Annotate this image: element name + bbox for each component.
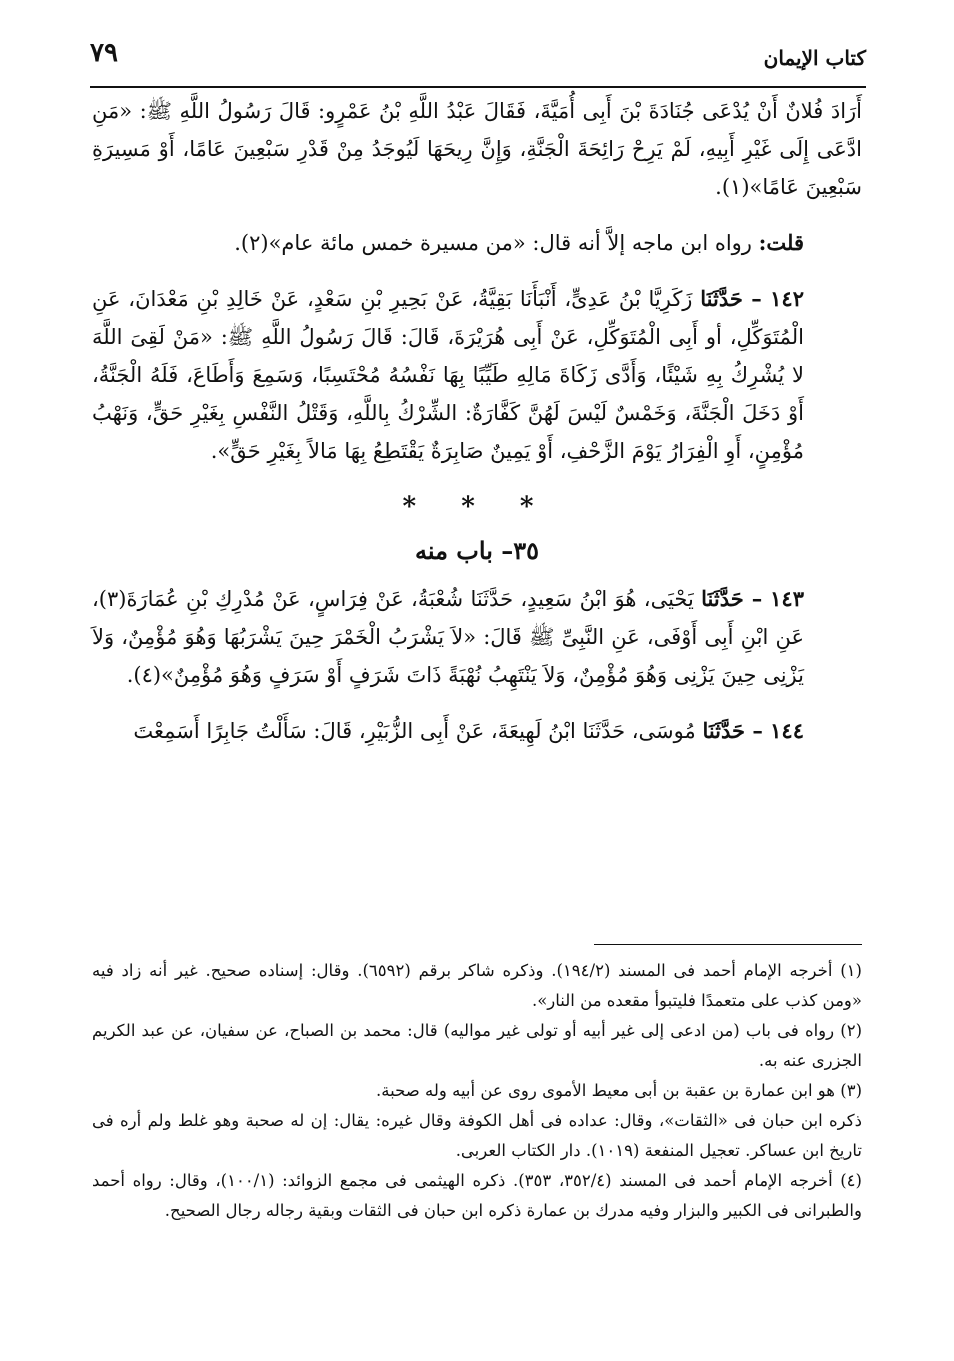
paragraph-continuation: أَرَادَ فُلانٌ أَنْ يُدْعَى جُنَادَةَ بْنَ أَبِى أُمَيَّةَ، فَقَالَ عَبْدُ اللَّهِ بْنُ عَمْرٍو: قَالَ رَسُولُ اللَّهِ ﷺ: «مَنِ ادَّعَى إِلَى غَيْرِ أَبِيهِ، لَمْ يَرِحْ رَائِحَةَ الْجَنَّةِ، وَإِنَّ رِيحَهَا لَيُوجَدُ مِنْ قَدْرِ سَبْعِينَ عَامًا، أَوْ مَسِيرَةِ سَبْعِينَ عَامًا»(١). (92, 99, 862, 199)
footnote-3: (٣) هو ابن عمارة بن عقبة بن أبى معيط الأموى روى عن أبيه وله صحبة. (376, 1081, 862, 1100)
footnotes (92, 956, 862, 1226)
hadith-text: يَحْيَى، هُوَ ابْنُ سَعِيدٍ، حَدَّثَنَا شُعْبَةُ، عَنْ فِرَاسٍ، عَنْ مُدْرِكِ بْنِ عُمَارَةَ(٣)، عَنِ ابْنِ أَبِى أَوْفَى، عَنِ النَّبِىِّ ﷺ قَالَ: «لاَ يَشْرَبُ الْخَمْرَ حِينَ يَشْرَبُهَا وَهُوَ مُؤْمِنٌ، وَلاَ يَزْنِى حِينَ يَزْنِى وَهُوَ مُؤْمِنٌ، وَلاَ يَنْتَهِبُ نُهْبَةً ذَاتَ شَرَفٍ أَوْ سَرَفٍ وَهُوَ مُؤْمِنٌ»(٤). (92, 587, 804, 687)
main-text (92, 92, 862, 768)
section-separator: * * * (402, 492, 552, 522)
hadith-142 (92, 280, 862, 470)
footnote-2: (٢) رواه فى باب (من ادعى إلى غير أبيه أو تولى غير مواليه) قال: محمد بن الصباح، عن سفيان، عن عبد الكريم الجزرى عنه به. (92, 1021, 862, 1070)
hadith-144 (92, 712, 862, 750)
hadith-number: ١٤٢ – حَدَّثَنَا (700, 286, 804, 311)
footnote-rule (594, 944, 862, 945)
hadith-number: ١٤٣ – حَدَّثَنَا (701, 586, 804, 611)
page-header (90, 36, 866, 82)
header-rule (90, 86, 866, 88)
commentary-paragraph (92, 224, 862, 262)
chapter-heading: ٣٥– باب منه (414, 536, 540, 565)
hadith-number: ١٤٤ – حَدَّثَنَا (702, 718, 804, 743)
running-title: كتاب الإيمان (763, 46, 866, 70)
footnote-1: (١) أخرجه الإمام أحمد فى المسند (١٩٤/٢). وذكره شاكر برقم (٦٥٩٢). وقال: إسناده صحيح. غير أنه زاد فيه «ومن كذب على متعمدًا فليتبوأ مقعده من النار». (92, 961, 862, 1010)
footnote-3-continuation: ذكره ابن حبان فى «الثقات»، وقال: عداده فى أهل الكوفة وقال غيره: يقال: إن له صحبة وهو غلط ولم أره فى تاريخ ابن عساكر. تعجيل المنفعة (١٠١٩). دار الكتاب العربى. (92, 1111, 862, 1160)
page-number: ٧٩ (90, 38, 118, 68)
commentary-text: رواه ابن ماجه إلاَّ أنه قال: «من مسيرة خمس مائة عام»(٢). (234, 231, 759, 255)
hadith-text: مُوسَى، حَدَّثَنَا ابْنُ لَهِيعَةَ، عَنْ أَبِى الزُّبَيْرِ، قَالَ: سَأَلْتُ جَابِرًا أَسَمِعْتَ (133, 719, 703, 743)
footnote-4: (٤) أخرجه الإمام أحمد فى المسند (٣٥٢/٤، ٣٥٣). ذكره الهيثمى فى مجمع الزوائد: (١٠٠/١)، وقال: رواه أحمد والطبرانى فى الكبير والبزار وفيه مدرك بن عمارة ذكره ابن حبان فى الثقات وبقية رجاله رجال الصحيح. (92, 1171, 862, 1220)
commentary-label: قلت: (758, 230, 804, 255)
hadith-text: زَكَرِيَّا بْنُ عَدِىٍّ، أَنْبَأَنَا بَقِيَّةُ، عَنْ بَحِيرِ بْنِ سَعْدٍ، عَنْ خَالِدِ بْنِ مَعْدَانَ، عَنِ الْمُتَوَكِّلِ، أو أَبِى الْمُتَوَكِّلِ، عَنْ أَبِى هُرَيْرَةَ، قَالَ: قَالَ رَسُولُ اللَّهِ ﷺ: «مَنْ لَقِىَ اللَّهَ لا يُشْرِكُ بِهِ شَيْئًا، وَأَدَّى زَكَاةَ مَالِهِ طَيِّبًا بِهَا نَفْسُهُ مُحْتَسِبًا، وَسَمِعَ وَأَطَاعَ، فَلَهُ الْجَنَّةُ، أَوْ دَخَلَ الْجَنَّةَ، وَخَمْسٌ لَيْسَ لَهُنَّ كَفَّارَةٌ: الشِّرْكُ بِاللَّهِ، وَقَتْلُ النَّفْسِ بِغَيْرِ حَقٍّ، وَنَهْبُ مُؤْمِنٍ، أَوِ الْفِرَارُ يَوْمَ الزَّحْفِ، أَوْ يَمِينٌ صَابِرَةٌ يَقْتَطِعُ بِهَا مَالاً بِغَيْرِ حَقٍّ». (92, 287, 804, 463)
hadith-143 (92, 580, 862, 694)
